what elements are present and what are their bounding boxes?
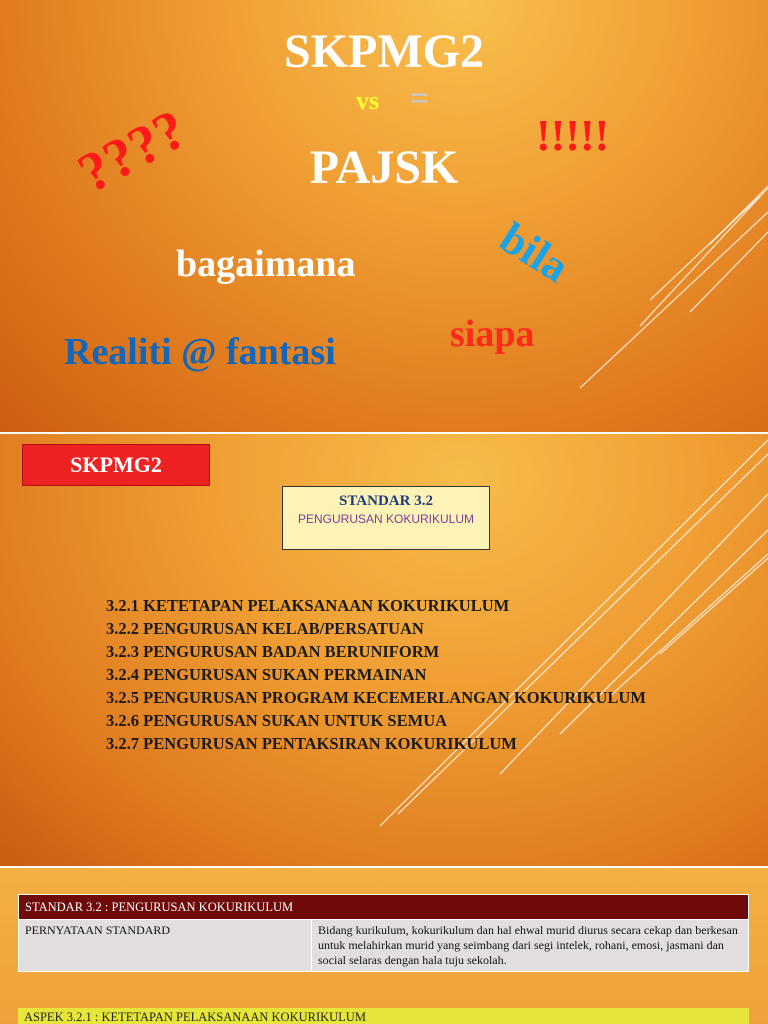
list-item: 3.2.1 KETETAPAN PELAKSANAAN KOKURIKULUM (106, 596, 510, 615)
equals-sign: = (410, 80, 430, 117)
realiti-fantasi: Realiti @ fantasi (64, 331, 336, 373)
standar-box (282, 486, 490, 550)
word-bagaimana: bagaimana (176, 243, 356, 285)
aspek-bar: ASPEK 3.2.1 : KETETAPAN PELAKSANAAN KOKURIKULUM (18, 1008, 749, 1024)
word-siapa: siapa (450, 313, 535, 355)
list-item: 3.2.5 PENGURUSAN PROGRAM KECEMERLANGAN KOKURIKULUM (106, 688, 646, 707)
standar-table (18, 894, 749, 972)
title-skpmg2: SKPMG2 (284, 25, 484, 78)
table-cell-text: Bidang kurikulum, kokurikulum dan hal ehwal murid diurus secara cekap dan berkesan untuk melahirkan murid yang seimbang dari segi intelek, rohani, emosi, jasmani dan social selaras dengan hala tuju sekolah. (312, 920, 749, 972)
slide-title (0, 0, 768, 432)
list-item: 3.2.7 PENGURUSAN PENTAKSIRAN KOKURIKULUM (106, 734, 517, 753)
question-marks: ???? (68, 97, 197, 206)
word-bila: bila (491, 212, 578, 292)
exclamation-marks: !!!!! (536, 111, 610, 160)
table-header: STANDAR 3.2 : PENGURUSAN KOKURIKULUM (19, 895, 749, 920)
table-row (19, 920, 749, 972)
vs-text: vs (356, 86, 380, 115)
table-cell-label: PERNYATAAN STANDARD (19, 920, 312, 972)
list-item: 3.2.4 PENGURUSAN SUKAN PERMAINAN (106, 665, 427, 684)
title-pajsk: PAJSK (309, 141, 459, 194)
list-item: 3.2.3 PENGURUSAN BADAN BERUNIFORM (106, 642, 440, 661)
slide-table (0, 868, 768, 1024)
standar-item-list (106, 594, 646, 755)
skpmg2-badge: SKPMG2 (22, 444, 210, 486)
list-item: 3.2.6 PENGURUSAN SUKAN UNTUK SEMUA (106, 711, 448, 730)
list-item: 3.2.2 PENGURUSAN KELAB/PERSATUAN (106, 619, 424, 638)
standar-subtitle: PENGURUSAN KOKURIKULUM (297, 512, 475, 526)
slide-standar (0, 434, 768, 866)
standar-title: STANDAR 3.2 (339, 493, 433, 509)
table-row (19, 895, 749, 920)
